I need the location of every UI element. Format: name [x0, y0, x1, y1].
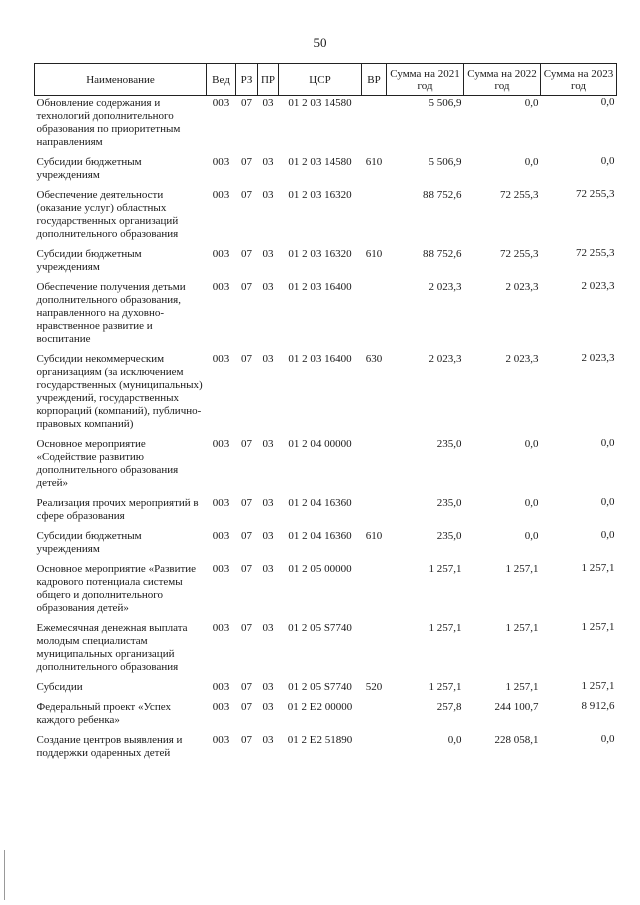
header-sum-2023: Сумма на 2023 год	[541, 64, 617, 96]
cell-ved: 003	[212, 701, 230, 713]
cell-sum-2023: 1 257,1	[581, 680, 615, 692]
table-row	[35, 733, 617, 766]
cell-ved: 003	[212, 497, 230, 509]
cell-sum-2023: 1 257,1	[581, 621, 615, 633]
cell-sum-2023: 8 912,6	[581, 700, 615, 712]
cell-rz: 07	[241, 97, 252, 109]
cell-pr: 03	[262, 734, 274, 746]
cell-vr	[362, 96, 387, 156]
cell-rz: 07	[241, 681, 252, 693]
header-sum-2022: Сумма на 2022 год	[464, 64, 541, 96]
cell-sum-2021: 257,8	[436, 701, 462, 713]
cell-sum-2023: 0,0	[600, 529, 615, 541]
cell-sum-2023: 2 023,3	[581, 352, 615, 364]
cell-name: Основное мероприятие «Содействие развитию дополнительного образования детей»	[36, 438, 179, 489]
cell-ved: 003	[212, 563, 230, 575]
cell-csr: 01 2 05 S7740	[288, 681, 352, 693]
cell-rz: 07	[241, 530, 252, 542]
cell-name: Ежемесячная денежная выплата молодым специалистам муниципальных организаций дополнительного образования	[36, 622, 188, 673]
cell-sum-2021: 2 023,3	[428, 353, 462, 365]
cell-pr: 03	[262, 156, 274, 168]
table-row	[35, 155, 617, 188]
cell-name: Обеспечение получения детьми дополнительного образования, направленного на духовно-нравственное развитие и воспитание	[36, 281, 186, 345]
cell-sum-2021: 235,0	[436, 530, 462, 542]
cell-sum-2021: 0,0	[447, 734, 462, 746]
cell-rz: 07	[241, 248, 252, 260]
cell-sum-2023: 72 255,3	[576, 247, 615, 259]
cell-sum-2023: 0,0	[600, 155, 615, 167]
cell-sum-2021: 5 506,9	[428, 97, 462, 109]
cell-vr	[362, 733, 387, 766]
cell-csr: 01 2 03 16320	[288, 189, 352, 201]
cell-name: Обеспечение деятельности (оказание услуг) областных государственных организаций дополнительного образования	[36, 189, 179, 240]
cell-rz: 07	[241, 353, 252, 365]
cell-sum-2021: 88 752,6	[423, 248, 462, 260]
cell-sum-2022: 0,0	[524, 156, 539, 168]
cell-vr: 610	[365, 248, 383, 260]
cell-rz: 07	[241, 622, 252, 634]
cell-ved: 003	[212, 530, 230, 542]
cell-vr	[362, 280, 387, 352]
cell-csr: 01 2 05 S7740	[288, 622, 352, 634]
cell-sum-2023: 1 257,1	[581, 562, 615, 574]
cell-vr: 610	[365, 530, 383, 542]
cell-ved: 003	[212, 97, 230, 109]
cell-sum-2022: 0,0	[524, 97, 539, 109]
cell-csr: 01 2 05 00000	[288, 563, 352, 575]
cell-csr: 01 2 04 16360	[288, 497, 352, 509]
cell-rz: 07	[241, 497, 252, 509]
cell-csr: 01 2 04 00000	[288, 438, 352, 450]
cell-ved: 003	[212, 156, 230, 168]
header-vr: ВР	[362, 64, 387, 96]
table-row	[35, 680, 617, 700]
cell-name: Субсидии бюджетным учреждениям	[36, 156, 142, 181]
cell-sum-2022: 72 255,3	[500, 248, 539, 260]
cell-vr	[362, 437, 387, 496]
table-row	[35, 562, 617, 621]
cell-csr: 01 2 03 16320	[288, 248, 352, 260]
cell-rz: 07	[241, 281, 252, 293]
scan-edge-mark	[4, 850, 5, 900]
cell-sum-2021: 88 752,6	[423, 189, 462, 201]
cell-sum-2022: 1 257,1	[505, 622, 539, 634]
cell-csr: 01 2 03 16400	[288, 281, 352, 293]
cell-vr: 520	[365, 681, 383, 693]
cell-pr: 03	[262, 97, 274, 109]
cell-sum-2022: 228 058,1	[494, 734, 539, 746]
cell-ved: 003	[212, 438, 230, 450]
cell-sum-2021: 2 023,3	[428, 281, 462, 293]
header-sum-2021: Сумма на 2021 год	[387, 64, 464, 96]
cell-ved: 003	[212, 189, 230, 201]
cell-sum-2023: 0,0	[600, 733, 615, 745]
cell-pr: 03	[262, 353, 274, 365]
cell-pr: 03	[262, 189, 274, 201]
cell-pr: 03	[262, 530, 274, 542]
cell-sum-2023: 0,0	[600, 96, 615, 108]
table-body	[35, 96, 617, 767]
cell-vr	[362, 188, 387, 247]
cell-pr: 03	[262, 497, 274, 509]
table-row	[35, 621, 617, 680]
cell-sum-2022: 2 023,3	[505, 281, 539, 293]
cell-rz: 07	[241, 156, 252, 168]
table-row	[35, 96, 617, 156]
table-row	[35, 280, 617, 352]
cell-sum-2023: 2 023,3	[581, 280, 615, 292]
cell-csr: 01 2 03 16400	[288, 353, 352, 365]
cell-name: Создание центров выявления и поддержки одаренных детей	[36, 734, 183, 759]
cell-name: Федеральный проект «Успех каждого ребенка»	[36, 701, 171, 726]
cell-csr: 01 2 04 16360	[288, 530, 352, 542]
cell-sum-2021: 1 257,1	[428, 563, 462, 575]
cell-pr: 03	[262, 563, 274, 575]
cell-sum-2022: 244 100,7	[494, 701, 539, 713]
table-row	[35, 529, 617, 562]
cell-sum-2022: 0,0	[524, 530, 539, 542]
cell-sum-2021: 1 257,1	[428, 681, 462, 693]
page-number: 50	[313, 35, 327, 50]
table-row	[35, 496, 617, 529]
table-row	[35, 188, 617, 247]
cell-name: Субсидии	[36, 681, 83, 693]
cell-name: Основное мероприятие «Развитие кадрового потенциала системы общего и дополнительного образования детей»	[36, 563, 197, 614]
cell-sum-2021: 1 257,1	[428, 622, 462, 634]
cell-sum-2023: 0,0	[600, 496, 615, 508]
table-header	[35, 64, 617, 96]
table-row	[35, 247, 617, 280]
cell-name: Субсидии некоммерческим организациям (за исключением государственных (муниципальных) учреждений, государственных корпораций (компаний), публично-правовых компаний)	[36, 353, 203, 430]
cell-name: Субсидии бюджетным учреждениям	[36, 248, 142, 273]
header-csr: ЦСР	[279, 64, 362, 96]
cell-pr: 03	[262, 248, 274, 260]
cell-vr	[362, 621, 387, 680]
table-row	[35, 437, 617, 496]
cell-csr: 01 2 E2 51890	[287, 734, 353, 746]
cell-name: Обновление содержания и технологий дополнительного образования по приоритетным направлениям	[36, 97, 181, 148]
cell-sum-2022: 2 023,3	[505, 353, 539, 365]
cell-sum-2022: 72 255,3	[500, 189, 539, 201]
cell-csr: 01 2 03 14580	[288, 97, 352, 109]
cell-sum-2022: 1 257,1	[505, 681, 539, 693]
cell-vr: 630	[365, 353, 383, 365]
header-name: Наименование	[35, 64, 207, 96]
header-pr: ПР	[258, 64, 279, 96]
cell-pr: 03	[262, 438, 274, 450]
cell-sum-2021: 235,0	[436, 497, 462, 509]
cell-ved: 003	[212, 248, 230, 260]
cell-vr: 610	[365, 156, 383, 168]
cell-ved: 003	[212, 681, 230, 693]
cell-csr: 01 2 E2 00000	[287, 701, 353, 713]
cell-rz: 07	[241, 734, 252, 746]
cell-vr	[362, 562, 387, 621]
cell-ved: 003	[212, 281, 230, 293]
cell-sum-2023: 0,0	[600, 437, 615, 449]
cell-rz: 07	[241, 563, 252, 575]
cell-ved: 003	[212, 734, 230, 746]
cell-ved: 003	[212, 622, 230, 634]
table-row	[35, 700, 617, 733]
cell-name: Субсидии бюджетным учреждениям	[36, 530, 142, 555]
cell-sum-2021: 5 506,9	[428, 156, 462, 168]
cell-vr	[362, 496, 387, 529]
cell-sum-2022: 1 257,1	[505, 563, 539, 575]
cell-rz: 07	[241, 189, 252, 201]
budget-table	[34, 63, 617, 766]
cell-pr: 03	[262, 701, 274, 713]
cell-pr: 03	[262, 622, 274, 634]
cell-rz: 07	[241, 701, 252, 713]
cell-sum-2021: 235,0	[436, 438, 462, 450]
cell-pr: 03	[262, 681, 274, 693]
cell-sum-2022: 0,0	[524, 438, 539, 450]
header-ved: Вед	[207, 64, 236, 96]
cell-sum-2023: 72 255,3	[576, 188, 615, 200]
cell-name: Реализация прочих мероприятий в сфере образования	[36, 497, 199, 522]
cell-ved: 003	[212, 353, 230, 365]
cell-rz: 07	[241, 438, 252, 450]
cell-csr: 01 2 03 14580	[288, 156, 352, 168]
table-row	[35, 352, 617, 437]
cell-vr	[362, 700, 387, 733]
header-rz: РЗ	[236, 64, 258, 96]
cell-sum-2022: 0,0	[524, 497, 539, 509]
cell-pr: 03	[262, 281, 274, 293]
